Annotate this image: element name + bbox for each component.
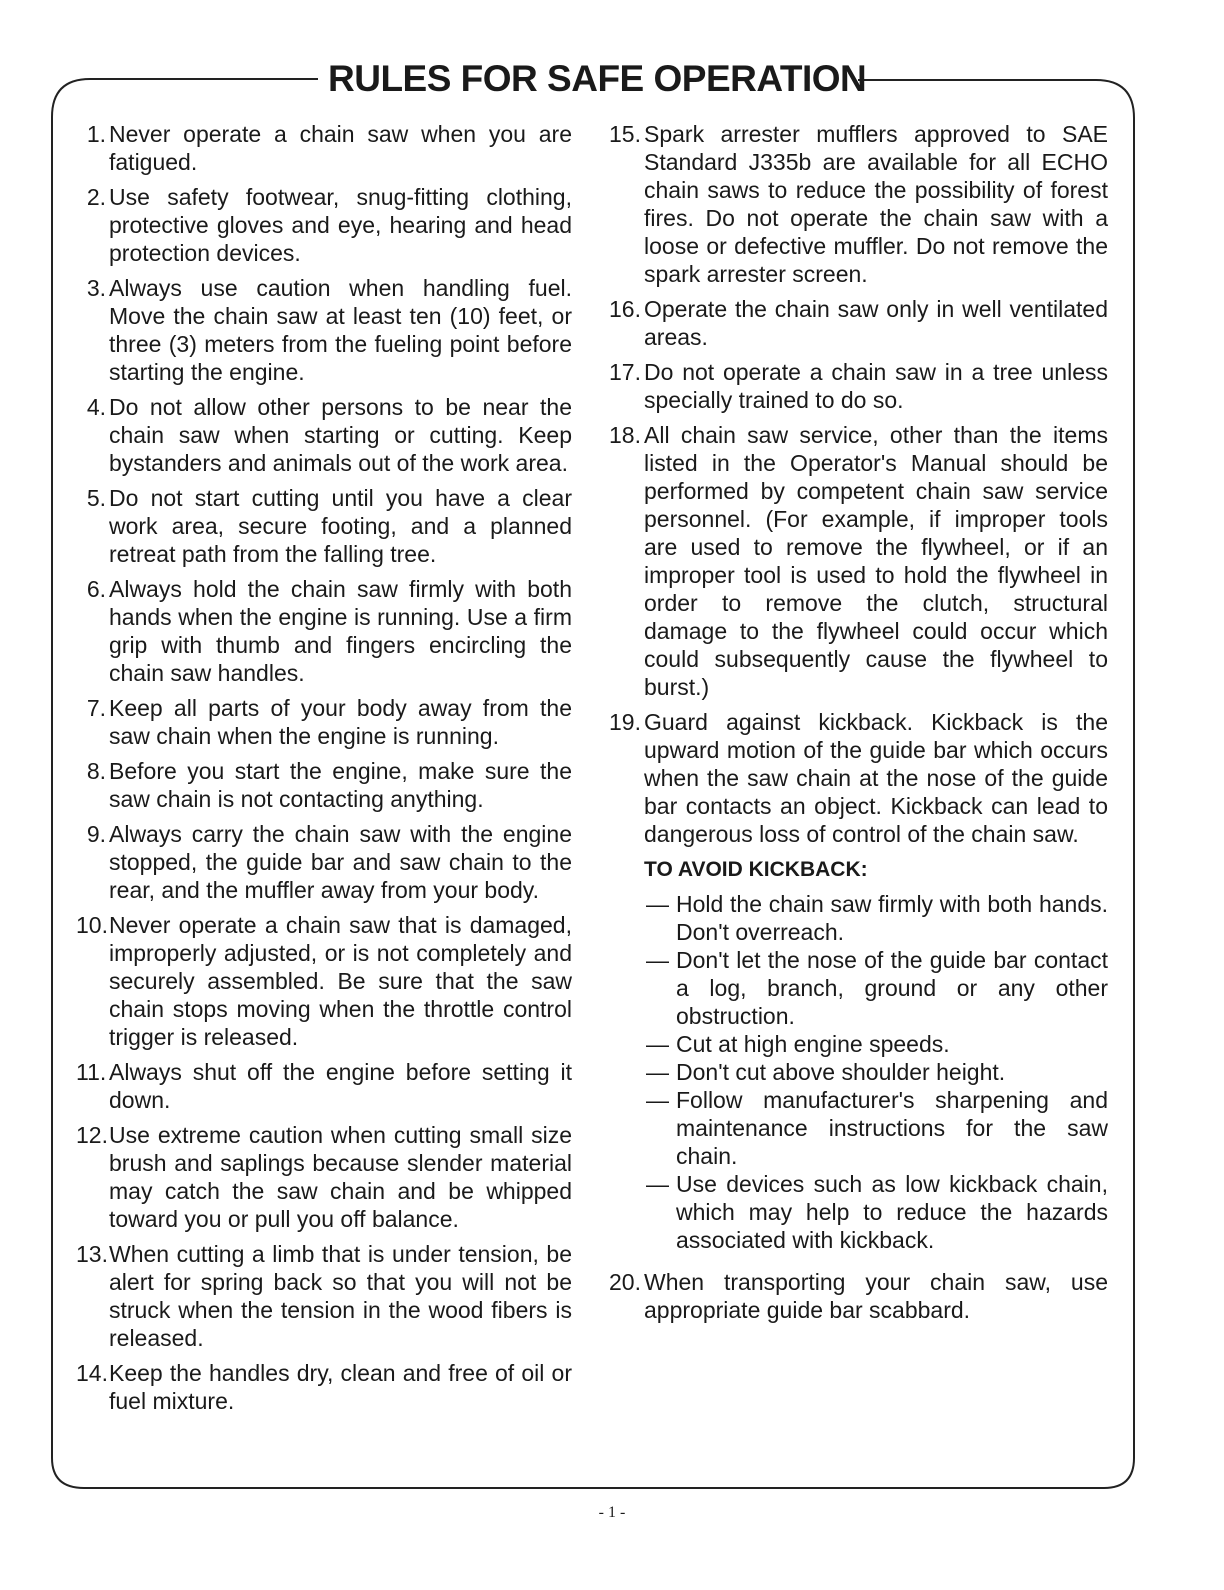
kickback-item: [644, 1086, 1108, 1170]
rule-text: Operate the chain saw only in well ventilated areas.: [644, 296, 1108, 350]
dash-marker: —: [646, 1031, 669, 1057]
rule-text: When cutting a limb that is under tension, be alert for spring back so that you will not be struck when the tension in the wood fibers is released.: [109, 1241, 572, 1351]
rule-text: Use safety footwear, snug-fitting clothing, protective gloves and eye, hearing and head protection devices.: [109, 184, 572, 266]
rule-number: 14.: [76, 1360, 108, 1386]
rule-number: 19.: [609, 709, 641, 735]
rule-number: 18.: [609, 422, 641, 448]
rule-item: [76, 183, 572, 267]
rule-number: 17.: [609, 359, 641, 385]
rule-number: 8.: [86, 758, 106, 784]
kickback-item: [644, 946, 1108, 1030]
kickback-item: [644, 890, 1108, 946]
rule-number: 5.: [86, 485, 106, 511]
rule-item: [603, 708, 1108, 1254]
rule-number: 1.: [86, 121, 106, 147]
rule-item: [76, 274, 572, 386]
rule-item: [603, 358, 1108, 414]
rule-item: [76, 911, 572, 1051]
rule-item: [76, 484, 572, 568]
rule-text: Always carry the chain saw with the engine stopped, the guide bar and saw chain to the rear, and the muffler away from your body.: [109, 821, 572, 903]
rule-number: 15.: [609, 121, 641, 147]
rule-text: Always shut off the engine before setting it down.: [109, 1059, 572, 1113]
kickback-text: Don't cut above shoulder height.: [676, 1059, 1006, 1085]
rule-text: Use extreme caution when cutting small size brush and saplings because slender material may catch the saw chain and be whipped toward you or pull you off balance.: [109, 1122, 572, 1232]
dash-marker: —: [646, 1087, 669, 1113]
rule-number: 7.: [86, 695, 106, 721]
rule-number: 9.: [86, 821, 106, 847]
rule-text: Do not allow other persons to be near the chain saw when starting or cutting. Keep bystanders and animals out of the work area.: [109, 394, 572, 476]
rule-text: Never operate a chain saw when you are fatigued.: [109, 121, 572, 175]
kickback-item: [644, 1170, 1108, 1254]
dash-marker: —: [646, 1171, 669, 1197]
rule-number: 10.: [76, 912, 108, 938]
kickback-item: [644, 1058, 1108, 1086]
rule-text: Always hold the chain saw firmly with both hands when the engine is running. Use a firm grip with thumb and fingers encircling the chain saw handles.: [109, 576, 572, 686]
rule-item: [603, 120, 1108, 288]
rule-text: Before you start the engine, make sure the saw chain is not contacting anything.: [109, 758, 572, 812]
rule-text: Keep the handles dry, clean and free of oil or fuel mixture.: [109, 1360, 572, 1414]
rule-item: [76, 1240, 572, 1352]
rule-number: 2.: [86, 184, 106, 210]
rule-number: 11.: [76, 1059, 107, 1085]
kickback-text: Use devices such as low kickback chain, which may help to reduce the hazards associated with kickback.: [676, 1171, 1108, 1253]
rule-item: [76, 694, 572, 750]
rule-text: Always use caution when handling fuel. Move the chain saw at least ten (10) feet, or three (3) meters from the fueling point before starting the engine.: [109, 275, 572, 385]
rule-number: 6.: [86, 576, 106, 602]
rule-text: Spark arrester mufflers approved to SAE Standard J335b are available for all ECHO chain saws to reduce the possibility of forest fires. Do not operate the chain saw with a loose or defective muffler. Do not remove the spark arrester screen.: [644, 121, 1108, 287]
kickback-text: Don't let the nose of the guide bar contact a log, branch, ground or any other obstruction.: [676, 947, 1108, 1029]
rule-text: Do not start cutting until you have a clear work area, secure footing, and a planned retreat path from the falling tree.: [109, 485, 572, 567]
dash-marker: —: [646, 891, 669, 917]
rule-item: [76, 120, 572, 176]
kickback-text: Hold the chain saw firmly with both hands. Don't overreach.: [676, 891, 1108, 945]
kickback-text: Cut at high engine speeds.: [676, 1031, 950, 1057]
rule-number: 16.: [609, 296, 641, 322]
rule-text: All chain saw service, other than the items listed in the Operator's Manual should be performed by competent chain saw service personnel. (For example, if improper tools are used to remove the flywheel, or if an improper tool is used to hold the flywheel in order to remove the clutch, structural damage to the flywheel could occur which could subsequently cause the flywheel to burst.): [644, 422, 1108, 700]
rule-number: 3.: [86, 275, 106, 301]
rule-item: [603, 295, 1108, 351]
kickback-heading: TO AVOID KICKBACK:: [644, 858, 868, 881]
rule-item: [603, 1268, 1108, 1324]
rule-text: When transporting your chain saw, use appropriate guide bar scabbard.: [644, 1269, 1108, 1323]
rule-item: [603, 421, 1108, 701]
rule-text: Keep all parts of your body away from the saw chain when the engine is running.: [109, 695, 572, 749]
rule-item: [76, 575, 572, 687]
page-title: RULES FOR SAFE OPERATION: [328, 58, 867, 99]
right-column: [603, 120, 1108, 1331]
rule-item: [76, 757, 572, 813]
kickback-item: [644, 1030, 1108, 1058]
dash-marker: —: [646, 1059, 669, 1085]
rule-text: Do not operate a chain saw in a tree unless specially trained to do so.: [644, 359, 1108, 413]
rule-item: [76, 1121, 572, 1233]
rule-text: Guard against kickback. Kickback is the upward motion of the guide bar which occurs when the saw chain at the nose of the guide bar contacts an object. Kickback can lead to dangerous loss of control of the chain saw.: [644, 709, 1108, 847]
rule-item: [76, 1359, 572, 1415]
page-number: - 1 -: [598, 1504, 626, 1521]
rule-text: Never operate a chain saw that is damaged, improperly adjusted, or is not completely and securely assembled. Be sure that the saw chain stops moving when the throttle control trigger is released.: [109, 912, 572, 1050]
rule-item: [76, 820, 572, 904]
rule-number: 20.: [609, 1269, 641, 1295]
rule-number: 13.: [76, 1241, 108, 1267]
left-column: [76, 120, 572, 1422]
kickback-text: Follow manufacturer's sharpening and maintenance instructions for the saw chain.: [676, 1087, 1108, 1169]
rule-item: [76, 393, 572, 477]
rule-number: 12.: [76, 1122, 108, 1148]
rule-number: 4.: [86, 394, 106, 420]
dash-marker: —: [646, 947, 669, 973]
rule-item: [76, 1058, 572, 1114]
